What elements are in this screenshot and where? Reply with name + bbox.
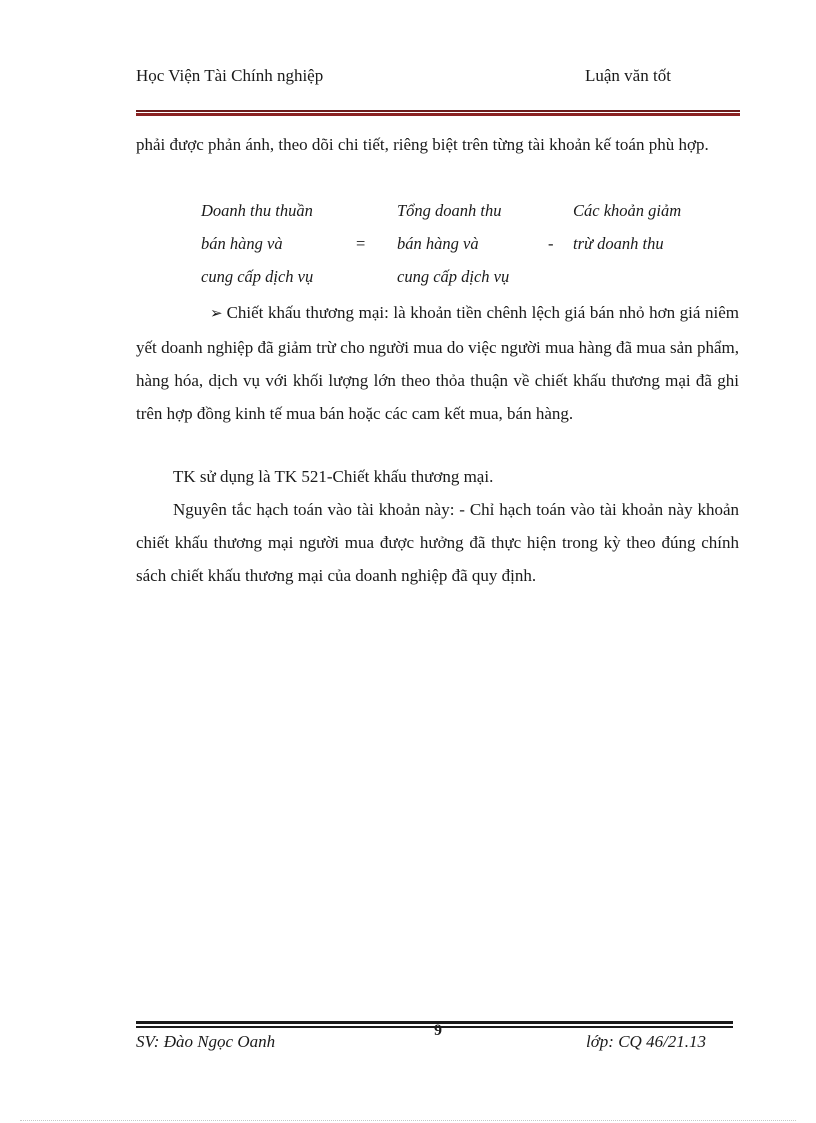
intro-paragraph	[136, 128, 739, 161]
formula-net-revenue	[201, 194, 313, 293]
formula-deductions	[573, 194, 681, 260]
footer-student-name: SV: Đào Ngọc Oanh	[136, 1032, 276, 1051]
trade-discount-paragraph	[136, 296, 739, 430]
formula-term-line: bán hàng và	[397, 234, 479, 253]
header-rule-thin	[136, 110, 740, 112]
revenue-formula	[0, 194, 816, 294]
formula-equals-sign: =	[356, 234, 366, 253]
trade-discount-text: Chiết khấu thương mại: là khoản tiền chênh lệch giá bán nhỏ hơn giá niêm yết doanh nghiệp đã giảm trừ cho người mua do việc người mua hàng đã mua sản phẩm, hàng hóa, dịch vụ với khối lượng lớn theo thỏa thuận về chiết khấu thương mại đã ghi trên hợp đồng kinh tế mua bán hoặc các cam kết mua, bán hàng.	[136, 303, 739, 423]
formula-total-revenue	[397, 194, 509, 293]
header-rule-thick	[136, 113, 740, 116]
footer-class: lớp: CQ 46/21.13	[586, 1032, 707, 1051]
formula-term-line: bán hàng và	[201, 234, 283, 253]
page-bottom-dotted-border	[20, 1120, 796, 1121]
formula-term-line: trừ doanh thu	[573, 234, 664, 253]
account-used-text: TK sử dụng là TK 521-Chiết khấu thương mại.	[173, 467, 494, 486]
intro-text: phải được phản ánh, theo dõi chi tiết, riêng biệt trên từng tài khoản kế toán phù hợp.	[136, 135, 709, 154]
formula-term-line: Tổng doanh thu	[397, 201, 502, 220]
page-number: 9	[434, 1022, 442, 1039]
formula-term-line: Các khoản giảm	[573, 201, 682, 220]
formula-term-line: Doanh thu thuần	[201, 201, 313, 220]
header-doc-type: Luận văn tốt	[585, 66, 671, 85]
account-paragraphs	[136, 460, 739, 592]
formula-term-line: cung cấp dịch vụ	[201, 267, 314, 286]
formula-minus-sign: -	[548, 234, 554, 253]
header-institution: Học Viện Tài Chính nghiệp	[136, 66, 324, 85]
formula-term-line: cung cấp dịch vụ	[397, 267, 510, 286]
accounting-principle-text: Nguyên tắc hạch toán vào tài khoản này: - Chỉ hạch toán vào tài khoản này khoản chiết khấu thương mại người mua được hưởng đã thực hiện trong kỳ theo đúng chính sách chiết khấu thương mại của doanh nghiệp đã quy định.	[136, 500, 739, 585]
arrow-bullet-icon: ➢	[210, 306, 223, 322]
